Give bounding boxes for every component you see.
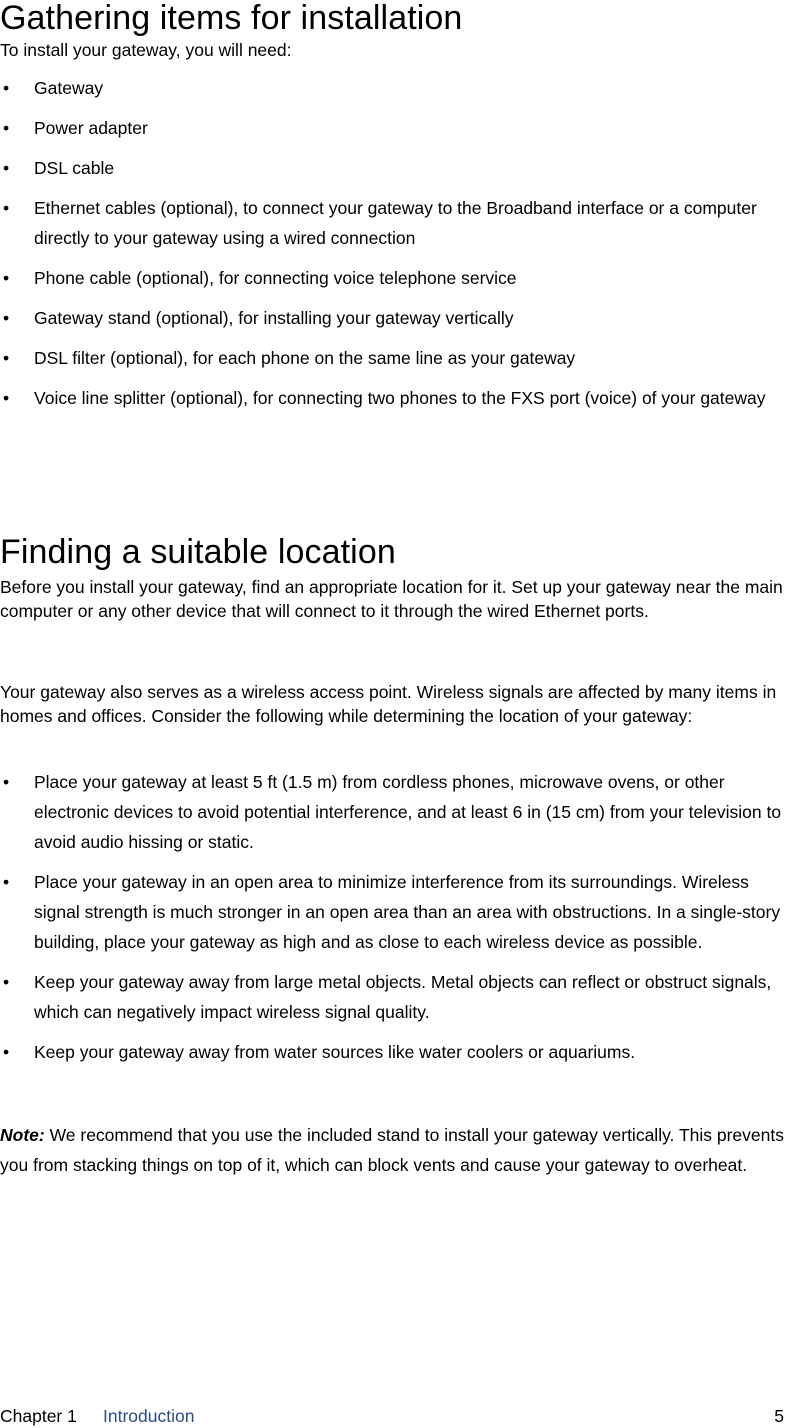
list-item-text: Power adapter	[34, 118, 148, 138]
bullet: •	[3, 158, 10, 178]
gathering-intro: To install your gateway, you will need:	[0, 40, 292, 60]
list-item	[0, 343, 786, 373]
list-item	[0, 383, 786, 413]
note-paragraph	[0, 1120, 786, 1180]
list-item	[0, 303, 786, 333]
list-item-text: Keep your gateway away from large metal objects. Metal objects can reflect or obstruct signals, which can negatively impact wireless signal quality.	[34, 972, 772, 1022]
list-item	[0, 867, 786, 957]
list-item	[0, 153, 786, 183]
list-item-text: DSL filter (optional), for each phone on the same line as your gateway	[34, 348, 576, 368]
list-item-text: Keep your gateway away from water sources like water coolers or aquariums.	[34, 1042, 636, 1062]
list-item-text: Gateway stand (optional), for installing your gateway vertically	[34, 308, 514, 328]
list-item	[0, 767, 786, 857]
bullet: •	[3, 198, 10, 218]
list-item-text: Place your gateway in an open area to minimize interference from its surroundings. Wireless signal strength is much stronger in an open area than an area with obstructions. In a single-story building, place your gateway as high and as close to each wireless device as possible.	[34, 872, 781, 952]
list-item	[0, 1037, 786, 1067]
list-item-text: Place your gateway at least 5 ft (1.5 m) from cordless phones, microwave ovens, or other electronic devices to avoid potential interference, and at least 6 in (15 cm) from your television to avoid audio hissing or static.	[34, 772, 782, 852]
list-item	[0, 263, 786, 293]
list-item-text: Phone cable (optional), for connecting voice telephone service	[34, 268, 517, 288]
items-list	[0, 73, 786, 423]
section-heading-finding-location: Finding a suitable location	[0, 533, 396, 571]
location-tips-list	[0, 767, 786, 1077]
bullet: •	[3, 268, 10, 288]
bullet: •	[3, 772, 10, 792]
note-label: Note:	[0, 1125, 45, 1145]
location-paragraph-2: Your gateway also serves as a wireless access point. Wireless signals are affected by many items in homes and offices. Consider the following while determining the location of your gateway:	[0, 682, 777, 726]
list-item-text: Gateway	[34, 78, 104, 98]
bullet: •	[3, 308, 10, 328]
location-paragraph-1: Before you install your gateway, find an appropriate location for it. Set up your gateway near the main computer or any other device that will connect to it through the wired Ethernet ports.	[0, 577, 783, 621]
list-item	[0, 73, 786, 103]
note-text: We recommend that you use the included stand to install your gateway vertically. This prevents you from stacking things on top of it, which can block vents and cause your gateway to overheat.	[0, 1125, 784, 1175]
bullet: •	[3, 872, 10, 892]
list-item-text: Voice line splitter (optional), for connecting two phones to the FXS port (voice) of your gateway	[34, 388, 766, 408]
footer-section-link[interactable]: Introduction	[103, 1406, 195, 1426]
page-footer	[0, 1404, 786, 1428]
bullet: •	[3, 1042, 10, 1062]
list-item-text: Ethernet cables (optional), to connect your gateway to the Broadband interface or a computer directly to your gateway using a wired connection	[34, 198, 757, 248]
bullet: •	[3, 972, 10, 992]
list-item-text: DSL cable	[34, 158, 115, 178]
page-number: 5	[774, 1406, 784, 1426]
bullet: •	[3, 388, 10, 408]
bullet: •	[3, 78, 10, 98]
bullet: •	[3, 348, 10, 368]
list-item	[0, 193, 786, 253]
bullet: •	[3, 118, 10, 138]
list-item	[0, 113, 786, 143]
list-item	[0, 967, 786, 1027]
section-heading-gathering-items: Gathering items for installation	[0, 0, 463, 37]
footer-chapter: Chapter 1	[0, 1406, 77, 1426]
